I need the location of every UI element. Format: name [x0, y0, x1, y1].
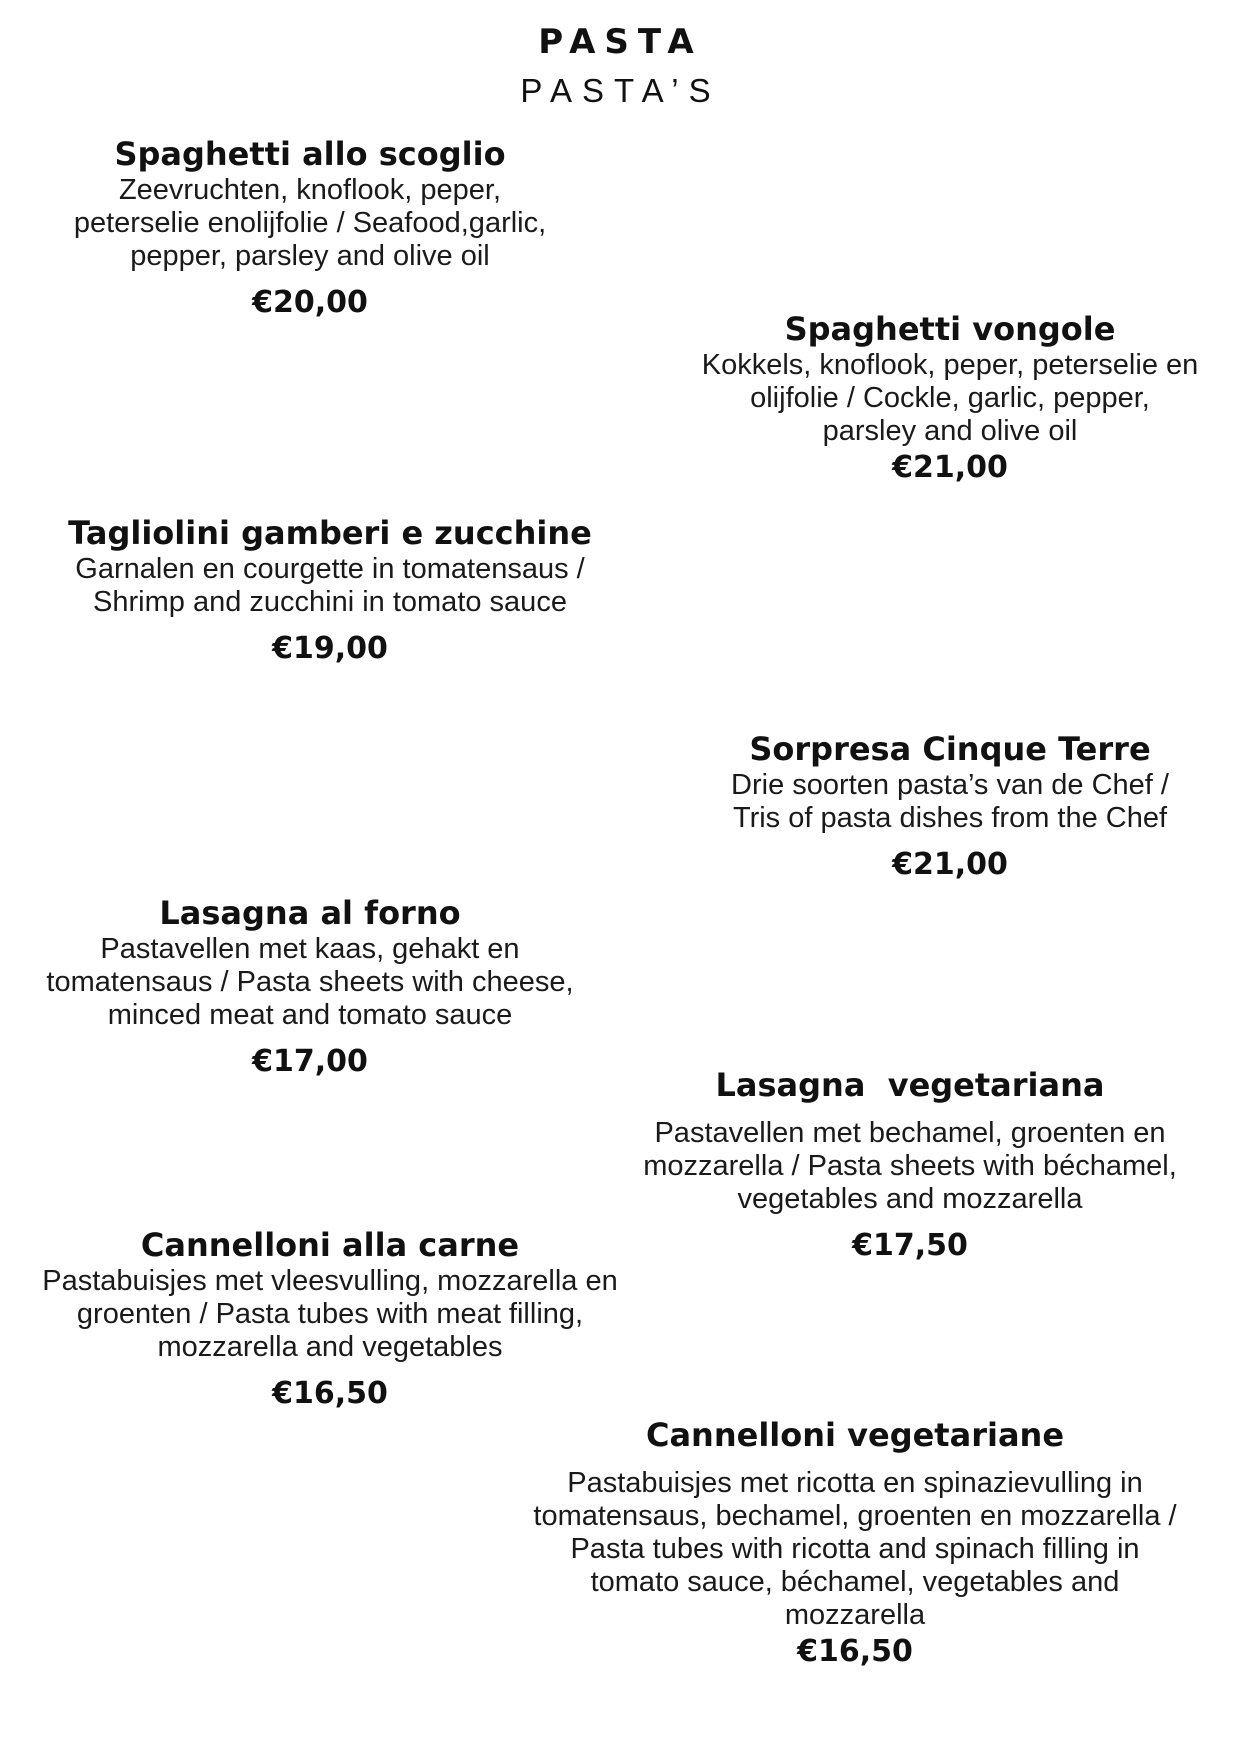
dish-price: €21,00: [892, 450, 1008, 485]
dish-price: €19,00: [272, 631, 388, 666]
dish-name: Spaghetti allo scoglio: [114, 135, 506, 173]
dish-name: Cannelloni vegetariane: [645, 1416, 1065, 1454]
dish-name: Sorpresa Cinque Terre: [749, 730, 1151, 768]
dish-name: Spaghetti vongole: [784, 310, 1116, 348]
menu-subtitle: PASTA’S: [520, 72, 721, 109]
menu-item-spaghetti-allo-scoglio: [30, 134, 590, 321]
menu-item-cannelloni-alla-carne: [20, 1225, 640, 1412]
dish-name: Lasagna al forno: [159, 894, 461, 932]
dish-description: Pastavellen met kaas, gehakt en tomatensaus / Pasta sheets with cheese, minced meat and tomato sauce: [46, 933, 574, 1031]
dish-price: €21,00: [892, 847, 1008, 882]
menu-title: PASTA: [538, 22, 703, 62]
dish-price: €16,50: [797, 1634, 913, 1669]
dish-price: €16,50: [272, 1376, 388, 1411]
dish-description: Zeevruchten, knoflook, peper, peterselie enolijfolie / Seafood,garlic, pepper, parsley and olive oil: [73, 174, 547, 272]
dish-name: Cannelloni alla carne: [140, 1226, 520, 1264]
dish-price: €17,50: [852, 1228, 968, 1263]
menu-item-sorpresa-cinque-terre: [670, 729, 1230, 883]
menu-item-cannelloni-vegetariane: [495, 1415, 1215, 1670]
dish-name: Tagliolini gamberi e zucchine: [68, 514, 592, 552]
menu-item-spaghetti-vongole: [670, 309, 1230, 486]
dish-price: €17,00: [252, 1044, 368, 1079]
dish-price: €20,00: [252, 285, 368, 320]
dish-description: Drie soorten pasta’s van de Chef / Tris of pasta dishes from the Chef: [731, 769, 1169, 834]
menu-item-lasagna-vegetariana: [605, 1065, 1215, 1264]
dish-description: Garnalen en courgette in tomatensaus / Shrimp and zucchini in tomato sauce: [75, 553, 585, 618]
dish-name: Lasagna vegetariana: [715, 1066, 1105, 1104]
dish-description: Pastabuisjes met vleesvulling, mozzarella en groenten / Pasta tubes with meat filling, mozzarella and vegetables: [42, 1265, 618, 1363]
menu-item-lasagna-al-forno: [30, 893, 590, 1080]
dish-description: Kokkels, knoflook, peper, peterselie en olijfolie / Cockle, garlic, pepper, parsley and olive oil: [701, 349, 1199, 447]
dish-description: Pastabuisjes met ricotta en spinazievulling in tomatensaus, bechamel, groenten en mozzarella / Pasta tubes with ricotta and spinach filling in tomato sauce, béchamel, vegetables and mozzarella: [533, 1467, 1177, 1631]
dish-description: Pastavellen met bechamel, groenten en mozzarella / Pasta sheets with béchamel, vegetables and mozzarella: [643, 1117, 1177, 1215]
menu-item-tagliolini-gamberi: [20, 513, 640, 667]
